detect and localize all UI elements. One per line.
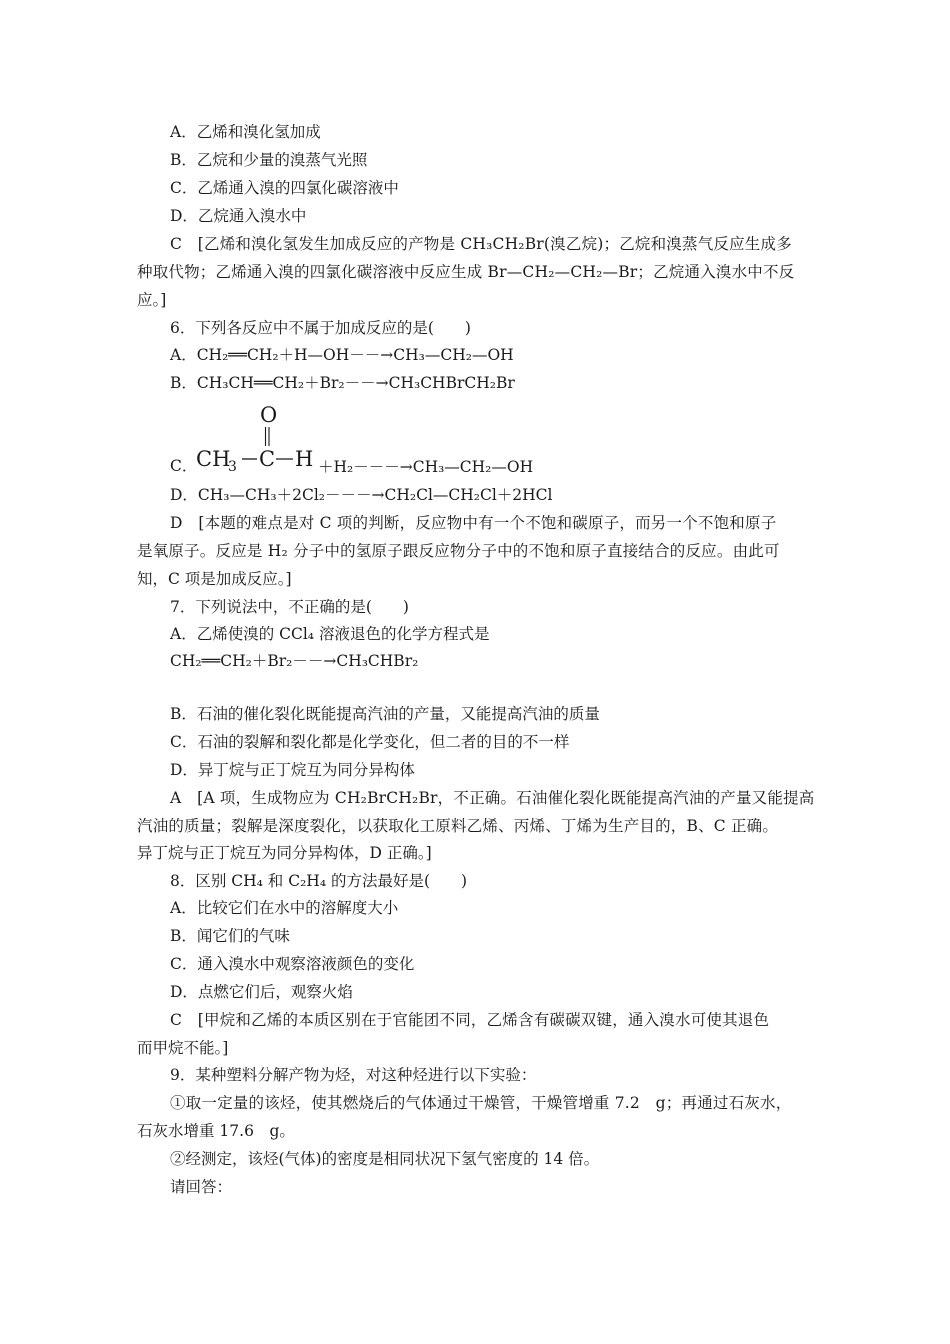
struct-oxygen: O [260,403,278,427]
q7-option-c: C．石油的裂解和裂化都是化学变化，但二者的目的不一样 [170,733,570,751]
q5-option-a: A．乙烯和溴化氢加成 [170,123,321,141]
q9-item2: ②经测定，该烃(气体)的密度是相同状况下氢气密度的 14 倍。 [170,1150,600,1168]
q8-answer-line2: 而甲烷不能。] [137,1039,229,1057]
q9-item1-line2: 石灰水增重 17.6 g。 [137,1122,295,1140]
q5-answer-line1: C [乙烯和溴化氢发生加成反应的产物是 CH₃CH₂Br(溴乙烷)；乙烷和溴蒸气反应生成多 [170,235,792,253]
q5-answer-line2: 种取代物；乙烯通入溴的四氯化碳溶液中反应生成 Br—CH₂—CH₂—Br；乙烷通入溴水中不反 [137,263,795,281]
q9-item1-line1: ①取一定量的该烃，使其燃烧后的气体通过干燥管，干燥管增重 7.2 g；再通过石灰水， [170,1094,792,1112]
q8-option-d: D．点燃它们后，观察火焰 [170,983,353,1001]
q6-option-a: A．CH₂══CH₂＋H—OH－－→CH₃—CH₂—OH [170,346,514,364]
q7-answer-line1: A [A 项，生成物应为 CH₂BrCH₂Br，不正确。石油催化裂化既能提高汽油的产量又能提高 [170,789,815,807]
q6-option-d: D．CH₃—CH₃＋2Cl₂－－－→CH₂Cl—CH₂Cl＋2HCl [170,486,553,504]
q7-stem: 7．下列说法中，不正确的是( ) [170,598,409,616]
q6-answer-line2: 是氧原子。反应是 H₂ 分子中的氢原子跟反应物分子中的不饱和原子直接结合的反应。由此可 [137,542,780,560]
q8-option-c: C．通入溴水中观察溶液颜色的变化 [170,955,415,973]
q7-option-d: D．异丁烷与正丁烷互为同分异构体 [170,761,415,779]
q5-option-d: D．乙烷通入溴水中 [170,207,307,225]
struct-carbon: C [259,447,276,471]
q5-answer-line3: 应。] [137,291,167,309]
q6-option-c-label: C． [170,457,198,475]
q6-answer-line1: D [本题的难点是对 C 项的判断，反应物中有一个不饱和碳原子，而另一个不饱和原子 [170,514,777,532]
q9-prompt: 请回答： [170,1178,233,1196]
q6-stem: 6．下列各反应中不属于加成反应的是( ) [170,319,471,337]
struct-hydrogen: H [295,447,314,471]
q7-option-b: B．石油的催化裂化既能提高汽油的产量，又能提高汽油的质量 [170,705,600,723]
struct-sub3: 3 [228,459,237,475]
q7-answer-line3: 异丁烷与正丁烷互为同分异构体，D 正确。] [137,844,432,862]
q6-option-b: B．CH₃CH══CH₂＋Br₂－－→CH₃CHBrCH₂Br [170,374,515,392]
q5-option-b: B．乙烷和少量的溴蒸气光照 [170,151,368,169]
q7-option-a: A．乙烯使溴的 CCl₄ 溶液退色的化学方程式是 [170,625,490,643]
q7-answer-line2: 汽油的质量；裂解是深度裂化，以获取化工原料乙烯、丙烯、丁烯为生产目的，B、C 正确。 [137,817,779,835]
q8-answer-line1: C [甲烷和乙烯的本质区别在于官能团不同，乙烯含有碳碳双键，通入溴水可使其退色 [170,1011,770,1029]
q8-stem: 8．区别 CH₄ 和 C₂H₄ 的方法最好是( ) [170,872,468,890]
q6-option-c-rest: ＋H₂－－－→CH₃—CH₂—OH [318,458,534,476]
q6-answer-line3: 知，C 项是加成反应。] [137,570,292,588]
q8-option-b: B．闻它们的气味 [170,927,290,945]
q7-option-a-equation: CH₂══CH₂＋Br₂－－→CH₃CHBr₂ [170,652,419,670]
q8-option-a: A．比较它们在水中的溶解度大小 [170,899,399,917]
q5-option-c: C．乙烯通入溴的四氯化碳溶液中 [170,179,399,197]
struct-ch: CH [196,447,231,471]
q9-stem: 9．某种塑料分解产物为烃，对这种烃进行以下实验： [170,1066,537,1084]
